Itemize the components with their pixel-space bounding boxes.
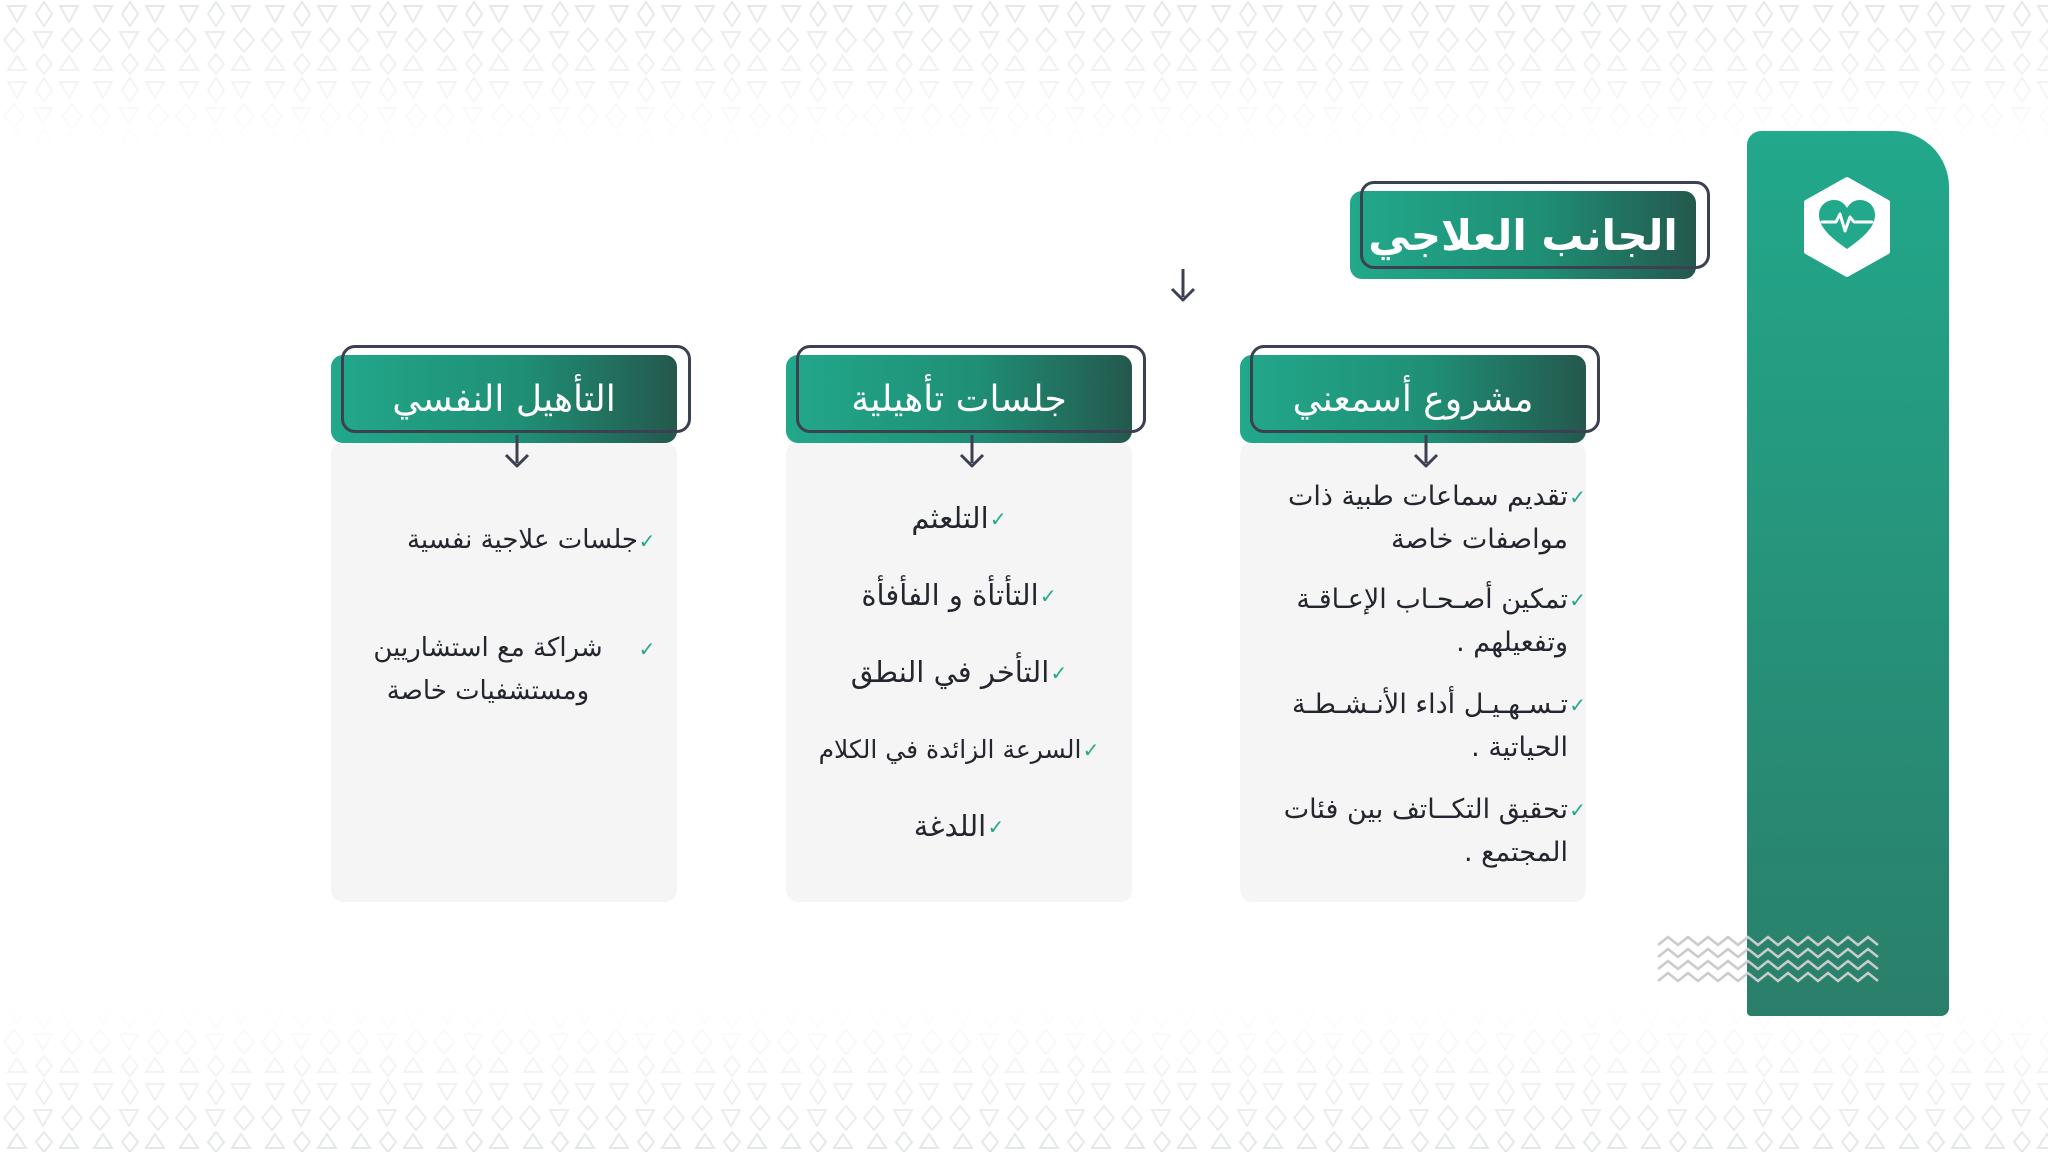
heart-pulse-icon — [1800, 175, 1894, 279]
check-icon: ✓ — [989, 507, 1007, 531]
list-item-text: السرعة الزائدة في الكلام — [818, 735, 1082, 764]
check-icon: ✓ — [638, 529, 656, 553]
check-icon: ✓ — [1050, 661, 1068, 685]
column-title-1: مشروع أسمعني — [1292, 378, 1534, 420]
list-item — [338, 519, 656, 562]
list-item — [1246, 475, 1586, 561]
bottom-pattern-band — [0, 1002, 2048, 1152]
check-icon: ✓ — [1569, 485, 1586, 509]
list-item — [1246, 788, 1586, 874]
column-header-3 — [331, 355, 691, 443]
column-title-2: جلسات تأهيلية — [851, 378, 1067, 420]
list-item — [786, 497, 1132, 540]
main-title-box — [1350, 191, 1710, 279]
list-item — [338, 627, 656, 713]
column-header-1 — [1240, 355, 1600, 443]
check-icon: ✓ — [1082, 738, 1100, 762]
column-1-arrow-icon — [1412, 435, 1440, 473]
check-icon: ✓ — [987, 815, 1005, 839]
top-pattern-band — [0, 0, 2048, 150]
list-item — [1246, 683, 1586, 769]
column-title-3: التأهيل النفسي — [392, 378, 616, 420]
list-item-text: التأتأة و الفأفأة — [861, 578, 1039, 612]
list-item-text: تـسـهـيـل أداء الأنـشـطـة الحياتية . — [1291, 689, 1568, 763]
list-item-text: تحقيق التكــاتف بين فئات المجتمع . — [1283, 794, 1568, 868]
list-item-text: تقديم سماعات طبية ذات مواصفات خاصة — [1288, 481, 1568, 555]
check-icon: ✓ — [1039, 584, 1057, 608]
list-item-text: جلسات علاجية نفسية — [406, 525, 638, 555]
list-item-text: تمكين أصـحـاب الإعـاقـة وتفعيلهم . — [1296, 584, 1568, 658]
check-icon: ✓ — [1569, 693, 1586, 717]
column-2-arrow-icon — [958, 435, 986, 473]
check-icon: ✓ — [1569, 588, 1586, 612]
zigzag-decoration — [1656, 935, 1886, 987]
column-3-arrow-icon — [503, 435, 531, 473]
column-header-2 — [786, 355, 1146, 443]
list-item-text: التلعثم — [911, 501, 989, 535]
title-arrow-icon — [1169, 269, 1197, 307]
list-item — [786, 805, 1132, 848]
list-item-text: اللدغة — [913, 809, 987, 843]
list-item-text: شراكة مع استشاريين ومستشفيات خاصة — [373, 633, 603, 706]
check-icon: ✓ — [1569, 798, 1586, 822]
page-title: الجانب العلاجي — [1368, 210, 1678, 260]
check-icon: ✓ — [638, 637, 656, 661]
list-item — [786, 728, 1132, 771]
list-item — [786, 574, 1132, 617]
list-item — [1246, 578, 1586, 664]
list-item-text: التأخر في النطق — [850, 655, 1050, 689]
list-item — [786, 651, 1132, 694]
